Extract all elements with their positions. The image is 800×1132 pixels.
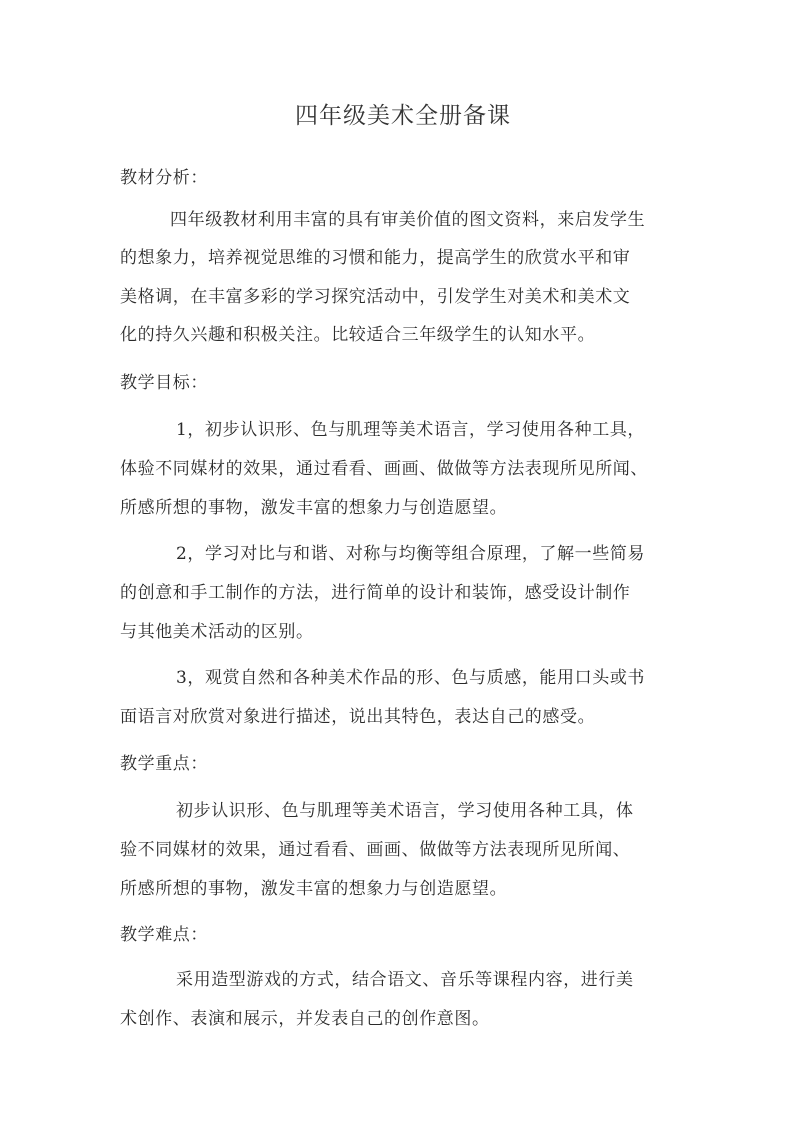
paragraph-line: 的想象力，培养视觉思维的习惯和能力，提高学生的欣赏水平和审	[120, 248, 631, 268]
goal-item-2-line: 的创意和手工制作的方法，进行简单的设计和装饰，感受设计制作	[120, 583, 631, 603]
paragraph-line: 所感所想的事物，激发丰富的想象力与创造愿望。	[120, 879, 508, 899]
section-heading-textbook-analysis: 教材分析：	[120, 168, 208, 188]
paragraph-line: 化的持久兴趣和积极关注。比较适合三年级学生的认知水平。	[120, 325, 596, 345]
paragraph-line: 验不同媒材的效果，通过看看、画画、做做等方法表现所见所闻、	[120, 840, 631, 860]
goal-item-2-line: 与其他美术活动的区别。	[120, 622, 314, 642]
goal-item-1-line: 所感所想的事物，激发丰富的想象力与创造愿望。	[120, 498, 508, 518]
section-heading-teaching-goals: 教学目标：	[120, 373, 208, 393]
paragraph-line: 四年级教材利用丰富的具有审美价值的图文资料，来启发学生	[170, 210, 646, 230]
goal-item-3-line: 3，观赏自然和各种美术作品的形、色与质感，能用口头或书	[176, 668, 646, 688]
goal-item-1-line: 1，初步认识形、色与肌理等美术语言，学习使用各种工具，	[176, 420, 646, 440]
paragraph-line: 采用造型游戏的方式，结合语文、音乐等课程内容，进行美	[176, 970, 634, 990]
goal-item-1-line: 体验不同媒材的效果，通过看看、画画、做做等方法表现所见所闻、	[120, 459, 648, 479]
goal-item-2-line: 2，学习对比与和谐、对称与均衡等组合原理，了解一些简易	[176, 544, 646, 564]
section-heading-key-points: 教学重点：	[120, 754, 208, 774]
paragraph-line: 美格调，在丰富多彩的学习探究活动中，引发学生对美术和美术文	[120, 287, 631, 307]
document-title: 四年级美术全册备课	[295, 103, 511, 129]
section-heading-difficult-points: 教学难点：	[120, 925, 208, 945]
paragraph-line: 术创作、表演和展示，并发表自己的创作意图。	[120, 1009, 490, 1029]
paragraph-line: 初步认识形、色与肌理等美术语言，学习使用各种工具，体	[176, 801, 634, 821]
goal-item-3-line: 面语言对欣赏对象进行描述，说出其特色，表达自己的感受。	[120, 707, 596, 727]
